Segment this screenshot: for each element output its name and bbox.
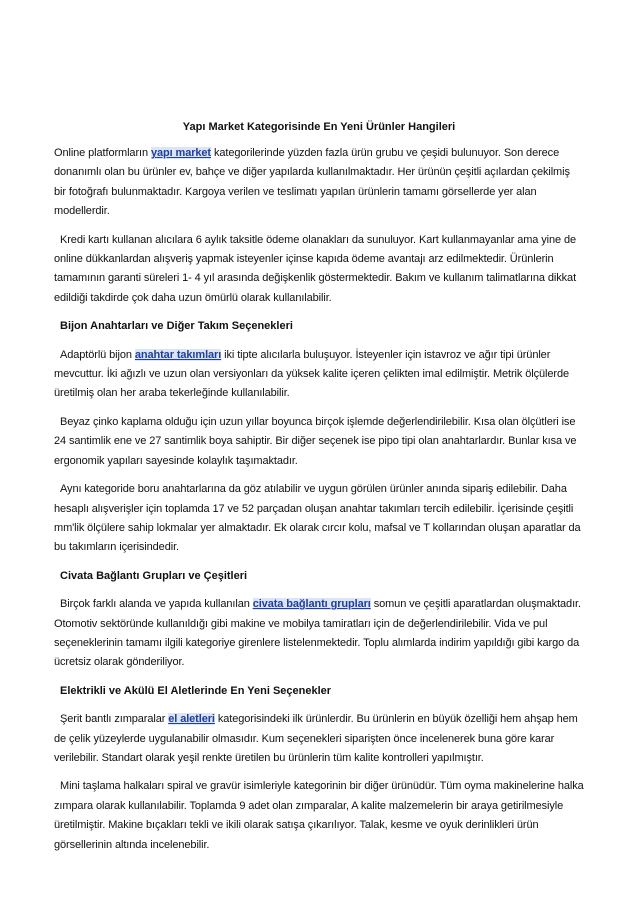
section-heading-civata: Civata Bağlantı Grupları ve Çeşitleri: [60, 569, 248, 582]
paragraph-text: kategorisindeki ilk ürünlerdir. Bu ürünlerin en büyük özelliği hem ahşap hem de çelik yüzeylerde uygulanabilir olmasıdır. Kum seçenekleri siparişten önce incelenerek buna göre karar verilebilir. Standart olarak yeşil renkte üretilen bu ürünlerin tüm kalite kontrolleri yapılmıştır.: [54, 713, 578, 764]
paragraph-text: Adaptörlü bijon: [60, 348, 135, 361]
paragraph-7: [54, 710, 584, 768]
paragraph-3: [54, 346, 584, 404]
link-yapi-market[interactable]: yapı market: [150, 147, 211, 159]
paragraph-text: Birçok farklı alanda ve yapıda kullanılan: [60, 598, 253, 611]
page-title: Yapı Market Kategorisinde En Yeni Ürünler Hangileri: [182, 121, 456, 133]
link-el-aletleri[interactable]: el aletleri: [168, 713, 215, 726]
paragraph-4: Beyaz çinko kaplama olduğu için uzun yıllar boyunca birçok işlemde değerlendirilebilir. Kısa olan ölçütleri ise 24 santimlik ene ve 27 santimlik boya sahiptir. Bir diğer seçenek ise pipo tipi olan anahtarlardır. Bunlar kısa ve ergonomik yapıları sayesinde kolaylık taşımaktadır.: [54, 415, 577, 467]
paragraph-text: somun ve çeşitli aparatlardan oluşmaktadır. Otomotiv sektöründe kullanıldığı gibi makine ve mobilya tamiratları için de değerlendirilebilir. Vida ve pul seçeneklerinin tamamı ilgili kategoriye girenlere listelenmektedir. Toplu alımlarda indirim yapıldığı gibi kargo da ücretsiz olarak gönderiliyor.: [54, 598, 581, 669]
paragraph-1: [54, 144, 584, 222]
paragraph-text: Online platformların: [54, 147, 151, 159]
paragraph-2: Kredi kartı kullanan alıcılara 6 aylık taksitle ödeme olanakları da sunuluyor. Kart kullanmayanlar ama yine de online dükkanlardan alışveriş yapmak isteyenler içinse kapıda ödeme avantajı arz edilmektedir. Ürünlerin tamamının garanti süreleri 1- 4 yıl arasında değişkenlik göstermektedir. Bakım ve kullanım talimatlarına dikkat edildiği takdirde çok daha uzun ömürlü olarak kullanılabilir.: [54, 233, 577, 304]
link-civata-baglanti-gruplari[interactable]: civata bağlantı grupları: [252, 598, 371, 611]
link-anahtar-takimlari[interactable]: anahtar takımları: [134, 348, 222, 361]
paragraph-text: iki tipte alıcılarla buluşuyor. İsteyenler için istavroz ve ağır tipi ürünler mevcuttur. İki ağızlı ve uzun olan versiyonları da yüksek kalite içeren çelikten imal edilmiştir. Metrik ölçülerde üretilmiş olan her araba tekerleğinde kullanılabilir.: [54, 348, 569, 400]
paragraph-text: kategorilerinde yüzden fazla ürün grubu ve çeşidi bulunuyor. Son derece donanımlı olan bu ürünler ev, bahçe ve diğer yapılarda kullanılmaktadır. Her ürünün çeşitli açılardan çekilmiş bir fotoğrafı bulunmaktadır. Kargoya verilen ve teslimatı yapılan ürünlerin tamamı görsellerde yer alan modellerdir.: [54, 147, 570, 218]
paragraph-6: [54, 595, 584, 673]
section-heading-el-aletleri: Elektrikli ve Akülü El Aletlerinde En Yeni Seçenekler: [60, 684, 332, 697]
article-body: [54, 144, 584, 864]
paragraph-8: Mini taşlama halkaları spiral ve gravür isimleriyle kategorinin bir diğer ürünüdür. Tüm oyma makinelerine halka zımpara olarak kullanılabilir. Toplamda 9 adet olan zımparalar, A kalite malzemelerin bir araya getirilmesiyle üretilmiştir. Makine bıçakları tekli ve ikili olarak satışa çıkarılıyor. Talak, kesme ve oyuk derinlikleri ürün görsellerinin altında incelenebilir.: [54, 780, 584, 851]
paragraph-text: Şerit bantlı zımparalar: [60, 713, 169, 726]
section-heading-bijon: Bijon Anahtarları ve Diğer Takım Seçenekleri: [60, 320, 293, 333]
paragraph-5: Aynı kategoride boru anahtarlarına da göz atılabilir ve uygun görülen ürünler anında sipariş edilebilir. Daha hesaplı alışverişler için toplamda 17 ve 52 parçadan oluşan anahtar takımları tercih edilebilir. İçerisinde çeşitli mm'lik ölçülere sahip lokmalar yer almaktadır. Ek olarak cırcır kolu, mafsal ve T kollarından oluşan aparatlar da bu takımların içerisindedir.: [54, 483, 581, 554]
